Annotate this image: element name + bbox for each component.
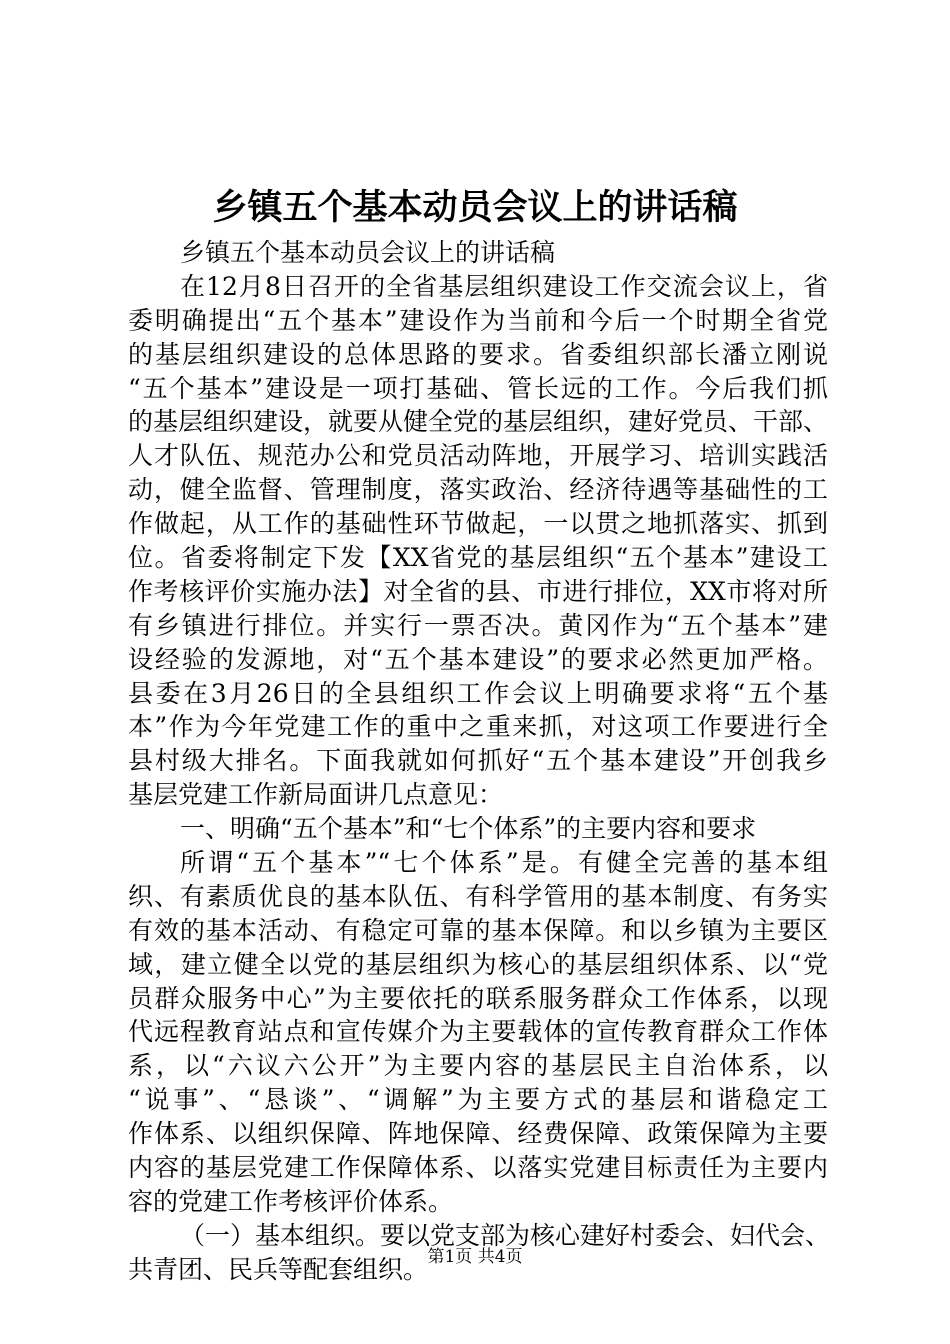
- text-line: 人才队伍、规范办公和党员活动阵地，开展学习、培训实践活: [128, 441, 828, 471]
- text-line: 的基层组织建设，就要从健全党的基层组织，建好党员、干部、: [128, 407, 829, 437]
- document-body: [128, 236, 831, 1287]
- text-line: 县村级大排名。下面我就如何抓好“五个基本建设”开创我乡: [128, 746, 828, 776]
- text-line: “五个基本”建设是一项打基础、管长远的工作。今后我们抓: [128, 373, 828, 403]
- text-line: （一）基本组织。要以党支部为核心建好村委会、妇代会、: [180, 1220, 831, 1250]
- text-line: 员群众服务中心”为主要依托的联系服务群众工作体系，以现: [128, 983, 828, 1013]
- text-line: 乡镇五个基本动员会议上的讲话稿: [180, 238, 556, 267]
- text-line: 作体系、以组织保障、阵地保障、经费保障、政策保障为主要: [128, 1119, 828, 1149]
- text-line: “说事”、“恳谈”、“调解”为主要方式的基层和谐稳定工: [128, 1085, 828, 1115]
- text-line: 系，以“六议六公开”为主要内容的基层民主自治体系，以: [128, 1051, 828, 1081]
- text-line: 织、有素质优良的基本队伍、有科学管用的基本制度、有务实: [128, 881, 828, 911]
- text-line: 位。省委将制定下发【XX省党的基层组织“五个基本”建设工: [128, 543, 828, 573]
- text-line: 内容的基层党建工作保障体系、以落实党建目标责任为主要内: [128, 1153, 828, 1183]
- text-line: 设经验的发源地，对“五个基本建设”的要求必然更加严格。: [128, 644, 828, 674]
- text-line: 委明确提出“五个基本”建设作为当前和今后一个时期全省党: [128, 305, 828, 335]
- text-line: 有乡镇进行排位。并实行一票否决。黄冈作为“五个基本”建: [128, 610, 828, 640]
- text-line: 域，建立健全以党的基层组织为核心的基层组织体系、以“党: [128, 949, 828, 979]
- text-line: 有效的基本活动、有稳定可靠的基本保障。和以乡镇为主要区: [128, 915, 828, 945]
- text-line: 动，健全监督、管理制度，落实政治、经济待遇等基础性的工: [128, 475, 828, 505]
- text-line: 作考核评价实施办法】对全省的县、市进行排位，XX市将对所: [128, 576, 828, 606]
- text-line: 代远程教育站点和宣传媒介为主要载体的宣传教育群众工作体: [128, 1017, 828, 1047]
- text-line: 所谓“五个基本”“七个体系”是。有健全完善的基本组: [180, 848, 828, 878]
- text-line: 作做起，从工作的基础性环节做起，一以贯之地抓落实、抓到: [128, 509, 828, 539]
- document-title: 乡镇五个基本动员会议上的讲话稿: [212, 187, 738, 228]
- text-line: 基层党建工作新局面讲几点意见：: [128, 780, 504, 810]
- text-line: 一、明确“五个基本”和“七个体系”的主要内容和要求: [180, 814, 757, 844]
- text-line: 本”作为今年党建工作的重中之重来抓，对这项工作要进行全: [128, 712, 828, 742]
- text-line: 容的党建工作考核评价体系。: [128, 1186, 454, 1216]
- page-footer: 第1页 共4页: [427, 1247, 523, 1267]
- text-line: 县委在3月26日的全县组织工作会议上明确要求将“五个基: [128, 678, 828, 708]
- text-line: 共青团、民兵等配套组织。: [128, 1254, 429, 1284]
- text-line: 的基层组织建设的总体思路的要求。省委组织部长潘立刚说: [128, 339, 828, 369]
- text-line: 在12月8日召开的全省基层组织建设工作交流会议上，省: [180, 271, 828, 301]
